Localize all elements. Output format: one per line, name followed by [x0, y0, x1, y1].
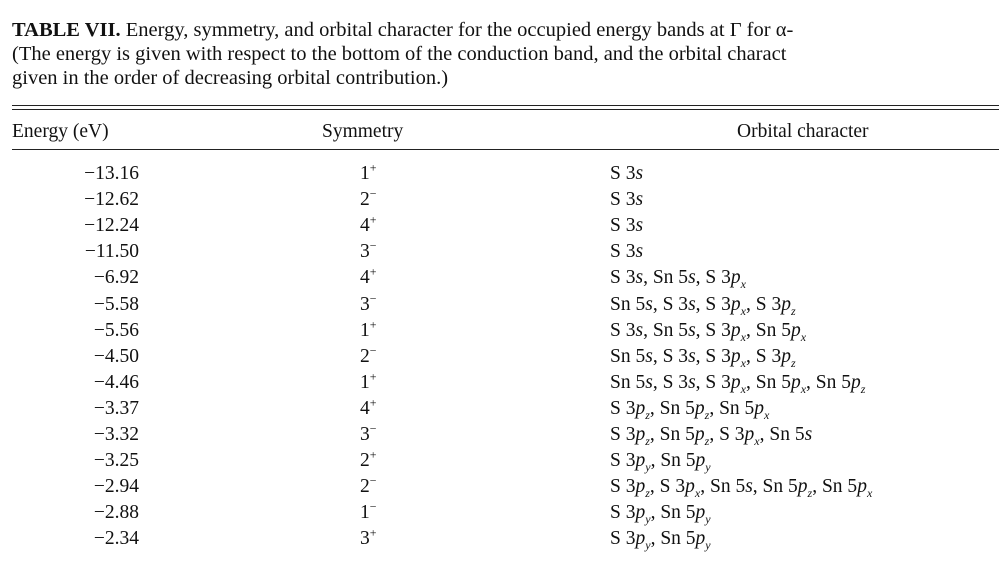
header-rule: [12, 149, 999, 150]
table-row: [0, 369, 999, 398]
orbital-cell: Sn 5s, S 3s, S $3p_x$, S $3p_z$: [610, 293, 796, 318]
caption-line-2: (The energy is given with respect to the bottom of the conduction band, and the orbital charact: [12, 43, 787, 65]
energy-cell: −5.56: [93, 319, 139, 341]
orbital-cell: S 3s, Sn 5s, S $3p_x$, Sn $5p_x$: [610, 319, 807, 344]
energy-cell: −3.25: [93, 450, 139, 472]
table-row: [0, 160, 999, 189]
energy-cell: −12.62: [84, 189, 139, 211]
orbital-cell: Sn 5s, S 3s, S $3p_x$, S $3p_z$: [610, 345, 796, 370]
table-label: TABLE VII.: [12, 19, 121, 41]
orbital-cell: S 3s: [610, 189, 644, 211]
orbital-cell: S $3p_y$, Sn $5p_y$: [610, 528, 711, 553]
table-row: [0, 525, 999, 554]
table-row: [0, 499, 999, 528]
symmetry-cell: 1+: [360, 160, 377, 184]
orbital-cell: S $3p_y$, Sn $5p_y$: [610, 502, 711, 527]
table-row: [0, 186, 999, 215]
energy-cell: −3.37: [93, 397, 139, 419]
symmetry-cell: 2+: [360, 447, 377, 472]
orbital-cell: S 3s, Sn 5s, S $3p_x$: [610, 267, 746, 292]
symmetry-cell: 4+: [360, 264, 377, 289]
energy-cell: −2.94: [93, 476, 139, 498]
orbital-cell: S $3p_z$, S $3p_x$, Sn 5s, Sn $5p_z$, Sn $5p_x$: [610, 476, 873, 501]
symmetry-cell: 1+: [360, 369, 377, 393]
top-rule: [12, 105, 999, 106]
caption-line-1: TABLE VII. Energy, symmetry, and orbital character for the occupied energy bands at Γ for α-: [12, 19, 794, 41]
orbital-cell: S $3p_z$, Sn $5p_z$, Sn $5p_x$: [610, 397, 770, 422]
energy-cell: −6.92: [93, 267, 139, 289]
table-row: [0, 447, 999, 476]
symmetry-cell: 3−: [360, 238, 377, 263]
symmetry-cell: 2−: [360, 343, 377, 367]
energy-cell: −4.46: [93, 371, 139, 393]
energy-cell: −12.24: [84, 215, 139, 237]
header-symmetry: Symmetry: [322, 121, 404, 142]
table-caption: [12, 18, 999, 90]
table-row: [0, 473, 999, 502]
energy-cell: −5.58: [93, 293, 139, 315]
orbital-cell: S 3s: [610, 241, 644, 263]
energy-cell: −2.88: [93, 502, 139, 524]
table-row: [0, 317, 999, 346]
energy-cell: −11.50: [84, 241, 139, 263]
orbital-cell: S 3s: [610, 163, 644, 184]
symmetry-cell: 3+: [360, 525, 377, 550]
orbital-cell: S 3s: [610, 215, 644, 237]
table-row: [0, 212, 999, 241]
orbital-cell: Sn 5s, S 3s, S $3p_x$, Sn $5p_x$, Sn $5p_z$: [610, 371, 866, 396]
top-rule-inner: [12, 109, 999, 110]
symmetry-cell: 1+: [360, 317, 377, 341]
energy-cell: −2.34: [93, 528, 139, 550]
energy-cell: −4.50: [93, 345, 139, 367]
orbital-cell: S $3p_z$, Sn $5p_z$, S $3p_x$, Sn 5s: [610, 424, 813, 448]
table-row: [0, 238, 999, 267]
energy-cell: −13.16: [84, 163, 139, 184]
symmetry-cell: 3−: [360, 421, 377, 445]
header-orbital: Orbital character: [737, 121, 869, 142]
table-row: [0, 421, 999, 450]
table-row: [0, 291, 999, 320]
symmetry-cell: 4+: [360, 395, 377, 419]
energy-cell: −3.32: [93, 424, 139, 445]
symmetry-cell: 2−: [360, 473, 377, 498]
table-row: [0, 264, 999, 293]
orbital-cell: S $3p_y$, Sn $5p_y$: [610, 450, 711, 474]
symmetry-cell: 1−: [360, 499, 377, 524]
symmetry-cell: 3−: [360, 291, 377, 315]
table-row: [0, 395, 999, 424]
caption-line-3: given in the order of decreasing orbital contribution.): [12, 67, 449, 89]
symmetry-cell: 4+: [360, 212, 377, 237]
header-energy: Energy (eV): [12, 121, 109, 142]
table-row: [0, 343, 999, 372]
symmetry-cell: 2−: [360, 186, 377, 211]
